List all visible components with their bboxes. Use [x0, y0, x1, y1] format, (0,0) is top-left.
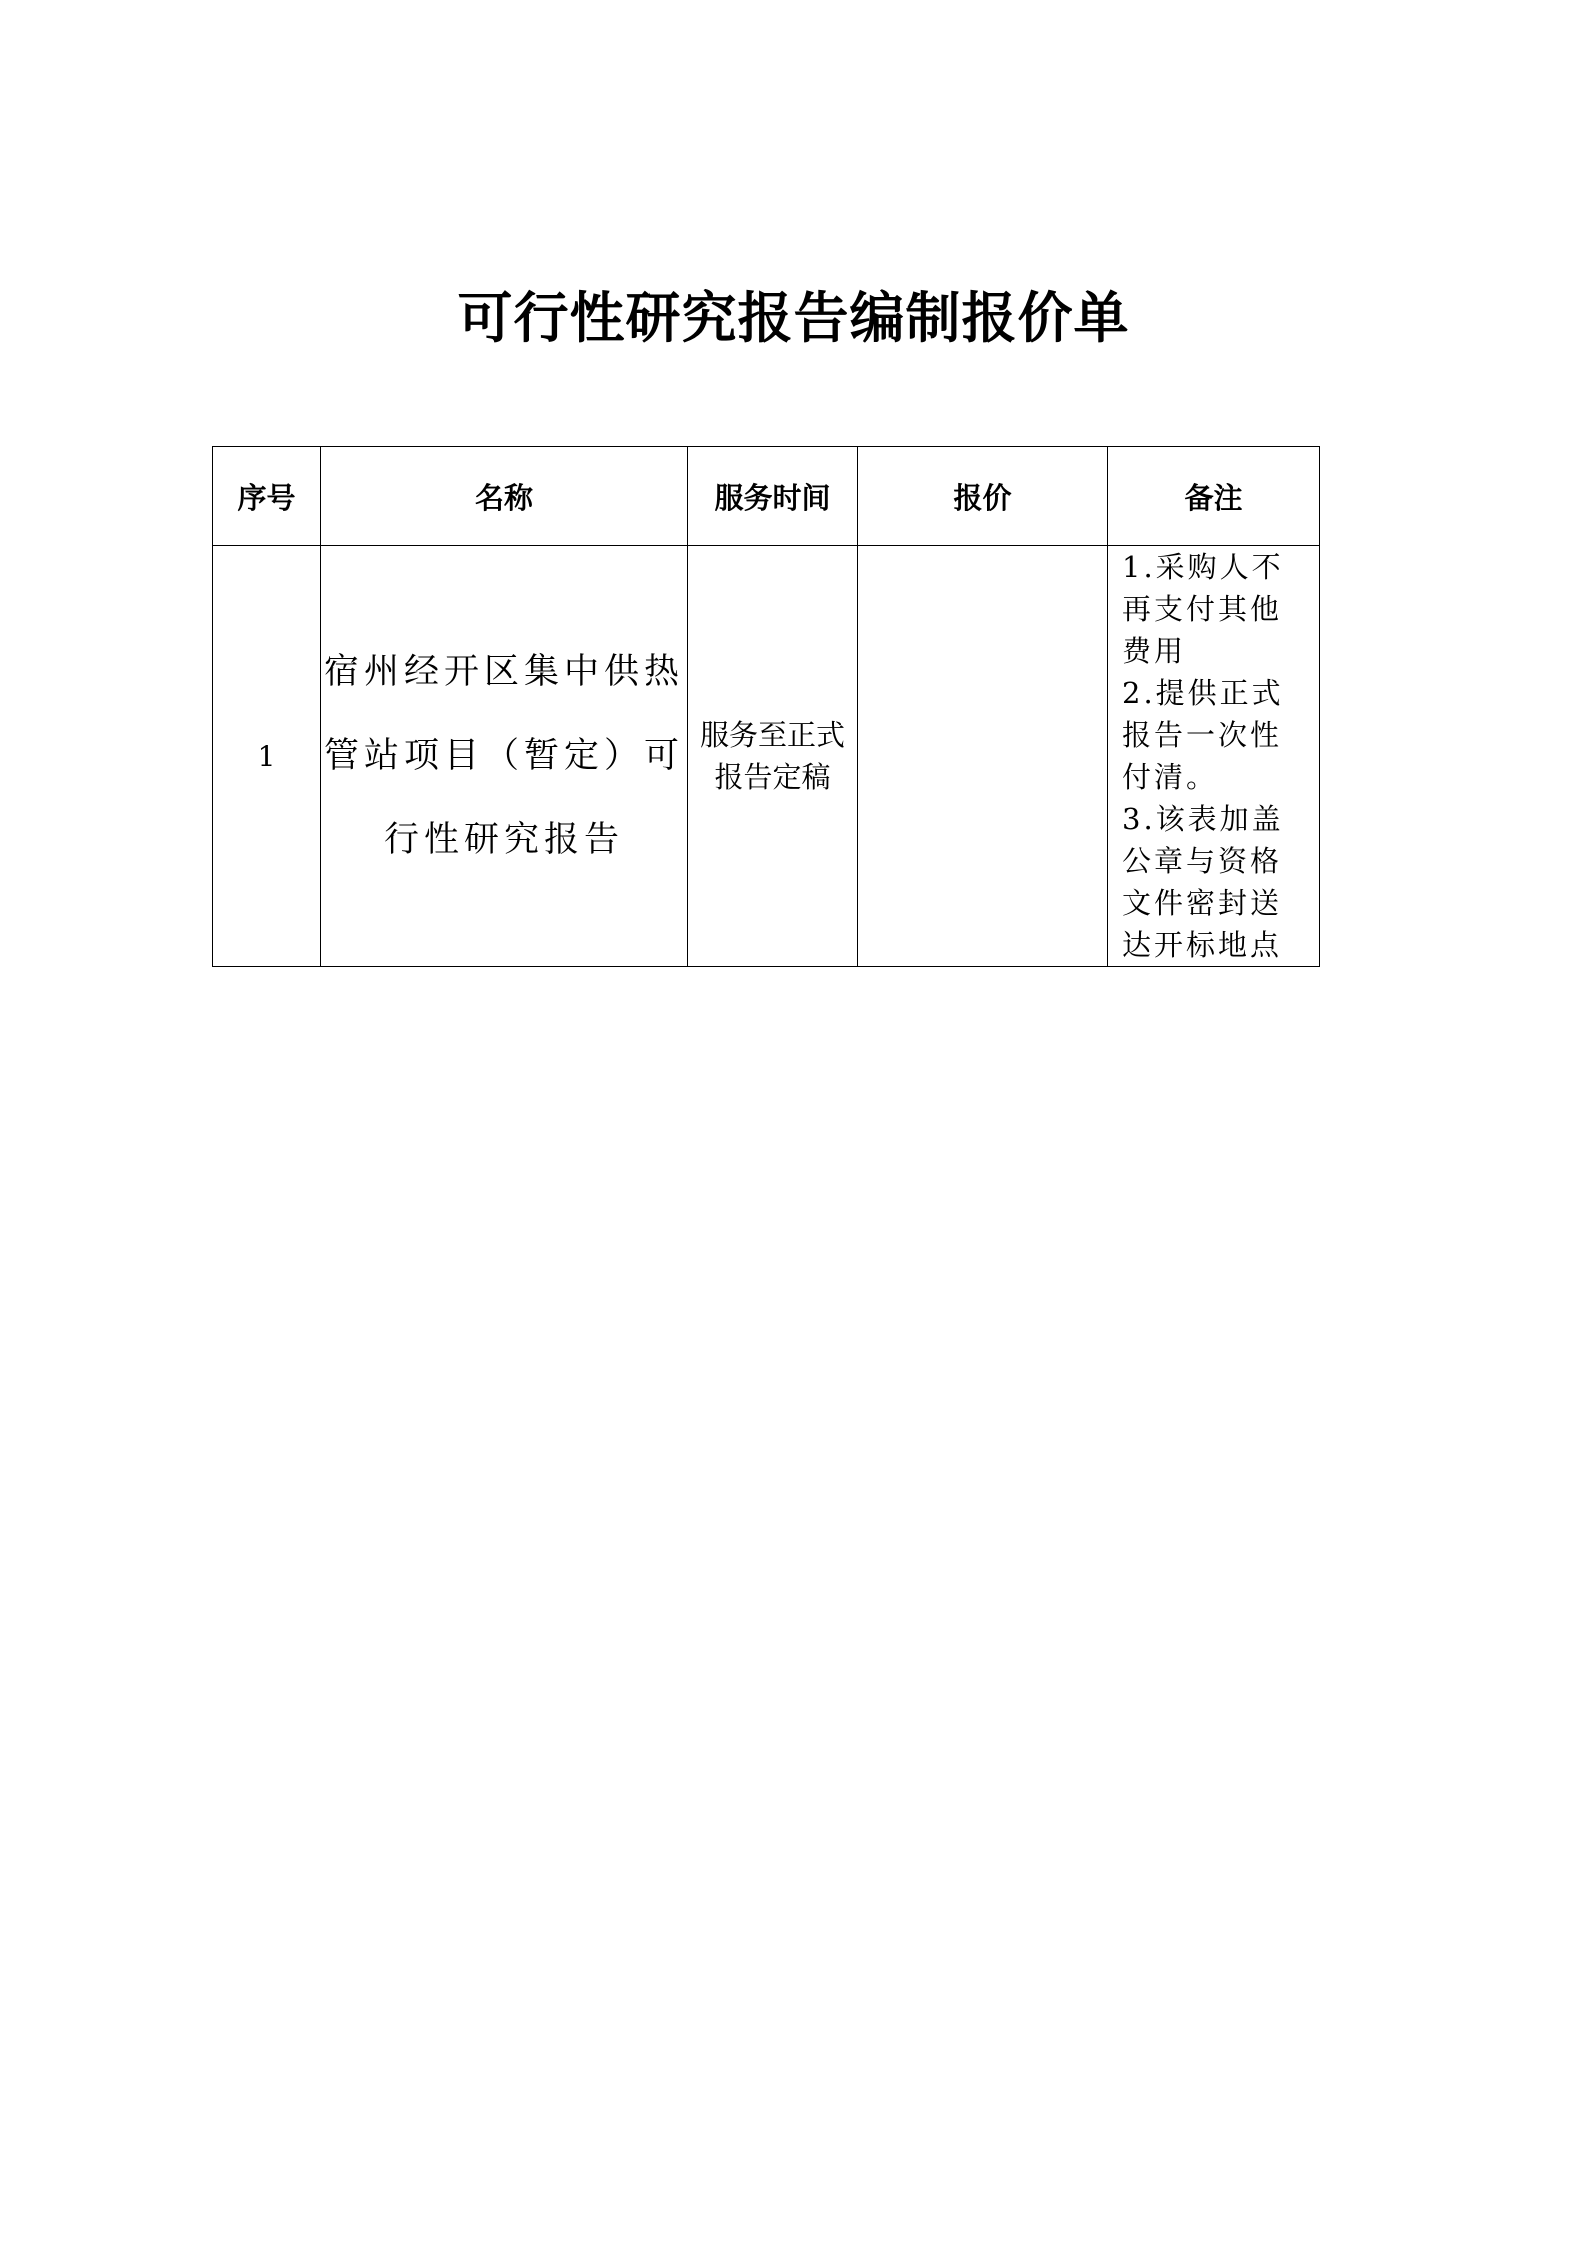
- document-title: 可行性研究报告编制报价单: [457, 286, 1130, 350]
- header-remarks: 备注: [1108, 447, 1320, 546]
- remark-item: 2.提供正式报告一次性付清。: [1122, 676, 1284, 794]
- remark-item: 1.采购人不再支付其他费用: [1122, 550, 1284, 668]
- header-serial-number: 序号: [213, 447, 321, 546]
- table-row: [213, 546, 1320, 967]
- header-service-time: 服务时间: [688, 447, 858, 546]
- cell-project-name: [321, 546, 688, 967]
- cell-serial-number: 1: [213, 546, 321, 967]
- cell-price: [858, 546, 1108, 967]
- quote-table: [212, 446, 1320, 967]
- header-name: 名称: [321, 447, 688, 546]
- cell-service-time: 服务至正式报告定稿: [688, 546, 858, 967]
- remark-item: 3.该表加盖公章与资格文件密封送达开标地点: [1122, 802, 1284, 962]
- table-header-row: [213, 447, 1320, 546]
- cell-remarks: [1108, 546, 1320, 967]
- header-price: 报价: [858, 447, 1108, 546]
- project-name-text: 宿州经开区集中供热管站项目（暂定）可行性研究报告: [323, 652, 684, 860]
